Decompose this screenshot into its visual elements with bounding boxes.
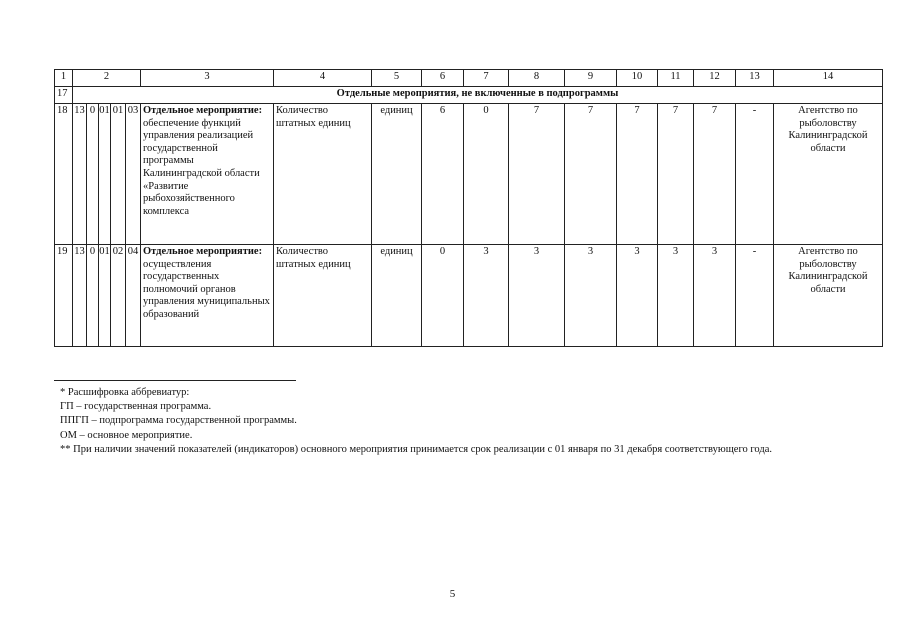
value-cell: 0 [464,104,509,245]
column-number: 13 [736,70,774,87]
footnote-line: ** При наличии значений показателей (индикаторов) основного мероприятия принимается срок реализации с 01 января по 31 декабря соответствующего года. [60,443,772,455]
code-cell: 0 [87,245,99,347]
code-cell: 01 [99,245,111,347]
row-number: 18 [55,104,73,245]
value-cell: 3 [658,245,694,347]
value-cell: 6 [422,104,464,245]
code-cell: 04 [126,245,141,347]
column-number: 8 [509,70,565,87]
value-cell: - [736,245,774,347]
footnote-divider [54,380,296,381]
code-cell: 03 [126,104,141,245]
footnote-line: ОМ – основное мероприятие. [60,429,193,441]
value-cell: 7 [658,104,694,245]
indicator-name: Количество штатных единиц [274,245,372,347]
measure-type: Отдельное мероприятие: [143,246,263,257]
column-number: 6 [422,70,464,87]
measure-name [141,245,274,347]
indicators-table [54,69,883,347]
footnote-line: * Расшифровка аббревиатур: [60,387,190,398]
code-cell: 01 [99,104,111,245]
section-title: Отдельные мероприятия, не включенные в подпрограммы [73,87,883,104]
column-number: 1 [55,70,73,87]
value-cell: 3 [509,245,565,347]
column-number: 9 [565,70,617,87]
measure-name [141,104,274,245]
column-number: 5 [372,70,422,87]
unit-cell: единиц [372,245,422,347]
code-cell: 13 [73,104,87,245]
value-cell: 7 [617,104,658,245]
unit-cell: единиц [372,104,422,245]
footnotes [60,386,890,457]
column-number: 14 [774,70,883,87]
column-number-row [55,70,883,87]
measure-description: обеспечение функций управления реализацией государственной программы Калининградской области «Развитие рыбохозяйственного комплекса [143,117,260,217]
footnote-line: ППГП – подпрограмма государственной программы. [60,415,297,427]
footnote-line: ГП – государственная программа. [60,401,212,413]
value-cell: 3 [617,245,658,347]
indicator-name: Количество штатных единиц [274,104,372,245]
row-number: 19 [55,245,73,347]
column-number: 4 [274,70,372,87]
code-cell: 0 [87,104,99,245]
section-row [55,87,883,104]
value-cell: 7 [565,104,617,245]
measure-type: Отдельное мероприятие: [143,105,263,116]
measure-description: осуществления государственных полномочий органов управления муниципальных образований [143,258,270,320]
code-cell: 01 [111,104,126,245]
column-number: 12 [694,70,736,87]
code-cell: 02 [111,245,126,347]
value-cell: 3 [565,245,617,347]
value-cell: 3 [694,245,736,347]
column-number: 7 [464,70,509,87]
section-number: 17 [55,87,73,104]
value-cell: 7 [509,104,565,245]
value-cell: - [736,104,774,245]
executor-cell: Агентство по рыболовству Калининградской области [774,245,883,347]
table-row [55,104,883,245]
executor-cell: Агентство по рыболовству Калининградской области [774,104,883,245]
value-cell: 0 [422,245,464,347]
value-cell: 7 [694,104,736,245]
table-row [55,245,883,347]
column-number: 3 [141,70,274,87]
column-number: 2 [73,70,141,87]
column-number: 10 [617,70,658,87]
value-cell: 3 [464,245,509,347]
code-cell: 13 [73,245,87,347]
column-number: 11 [658,70,694,87]
page-number: 5 [449,588,456,600]
